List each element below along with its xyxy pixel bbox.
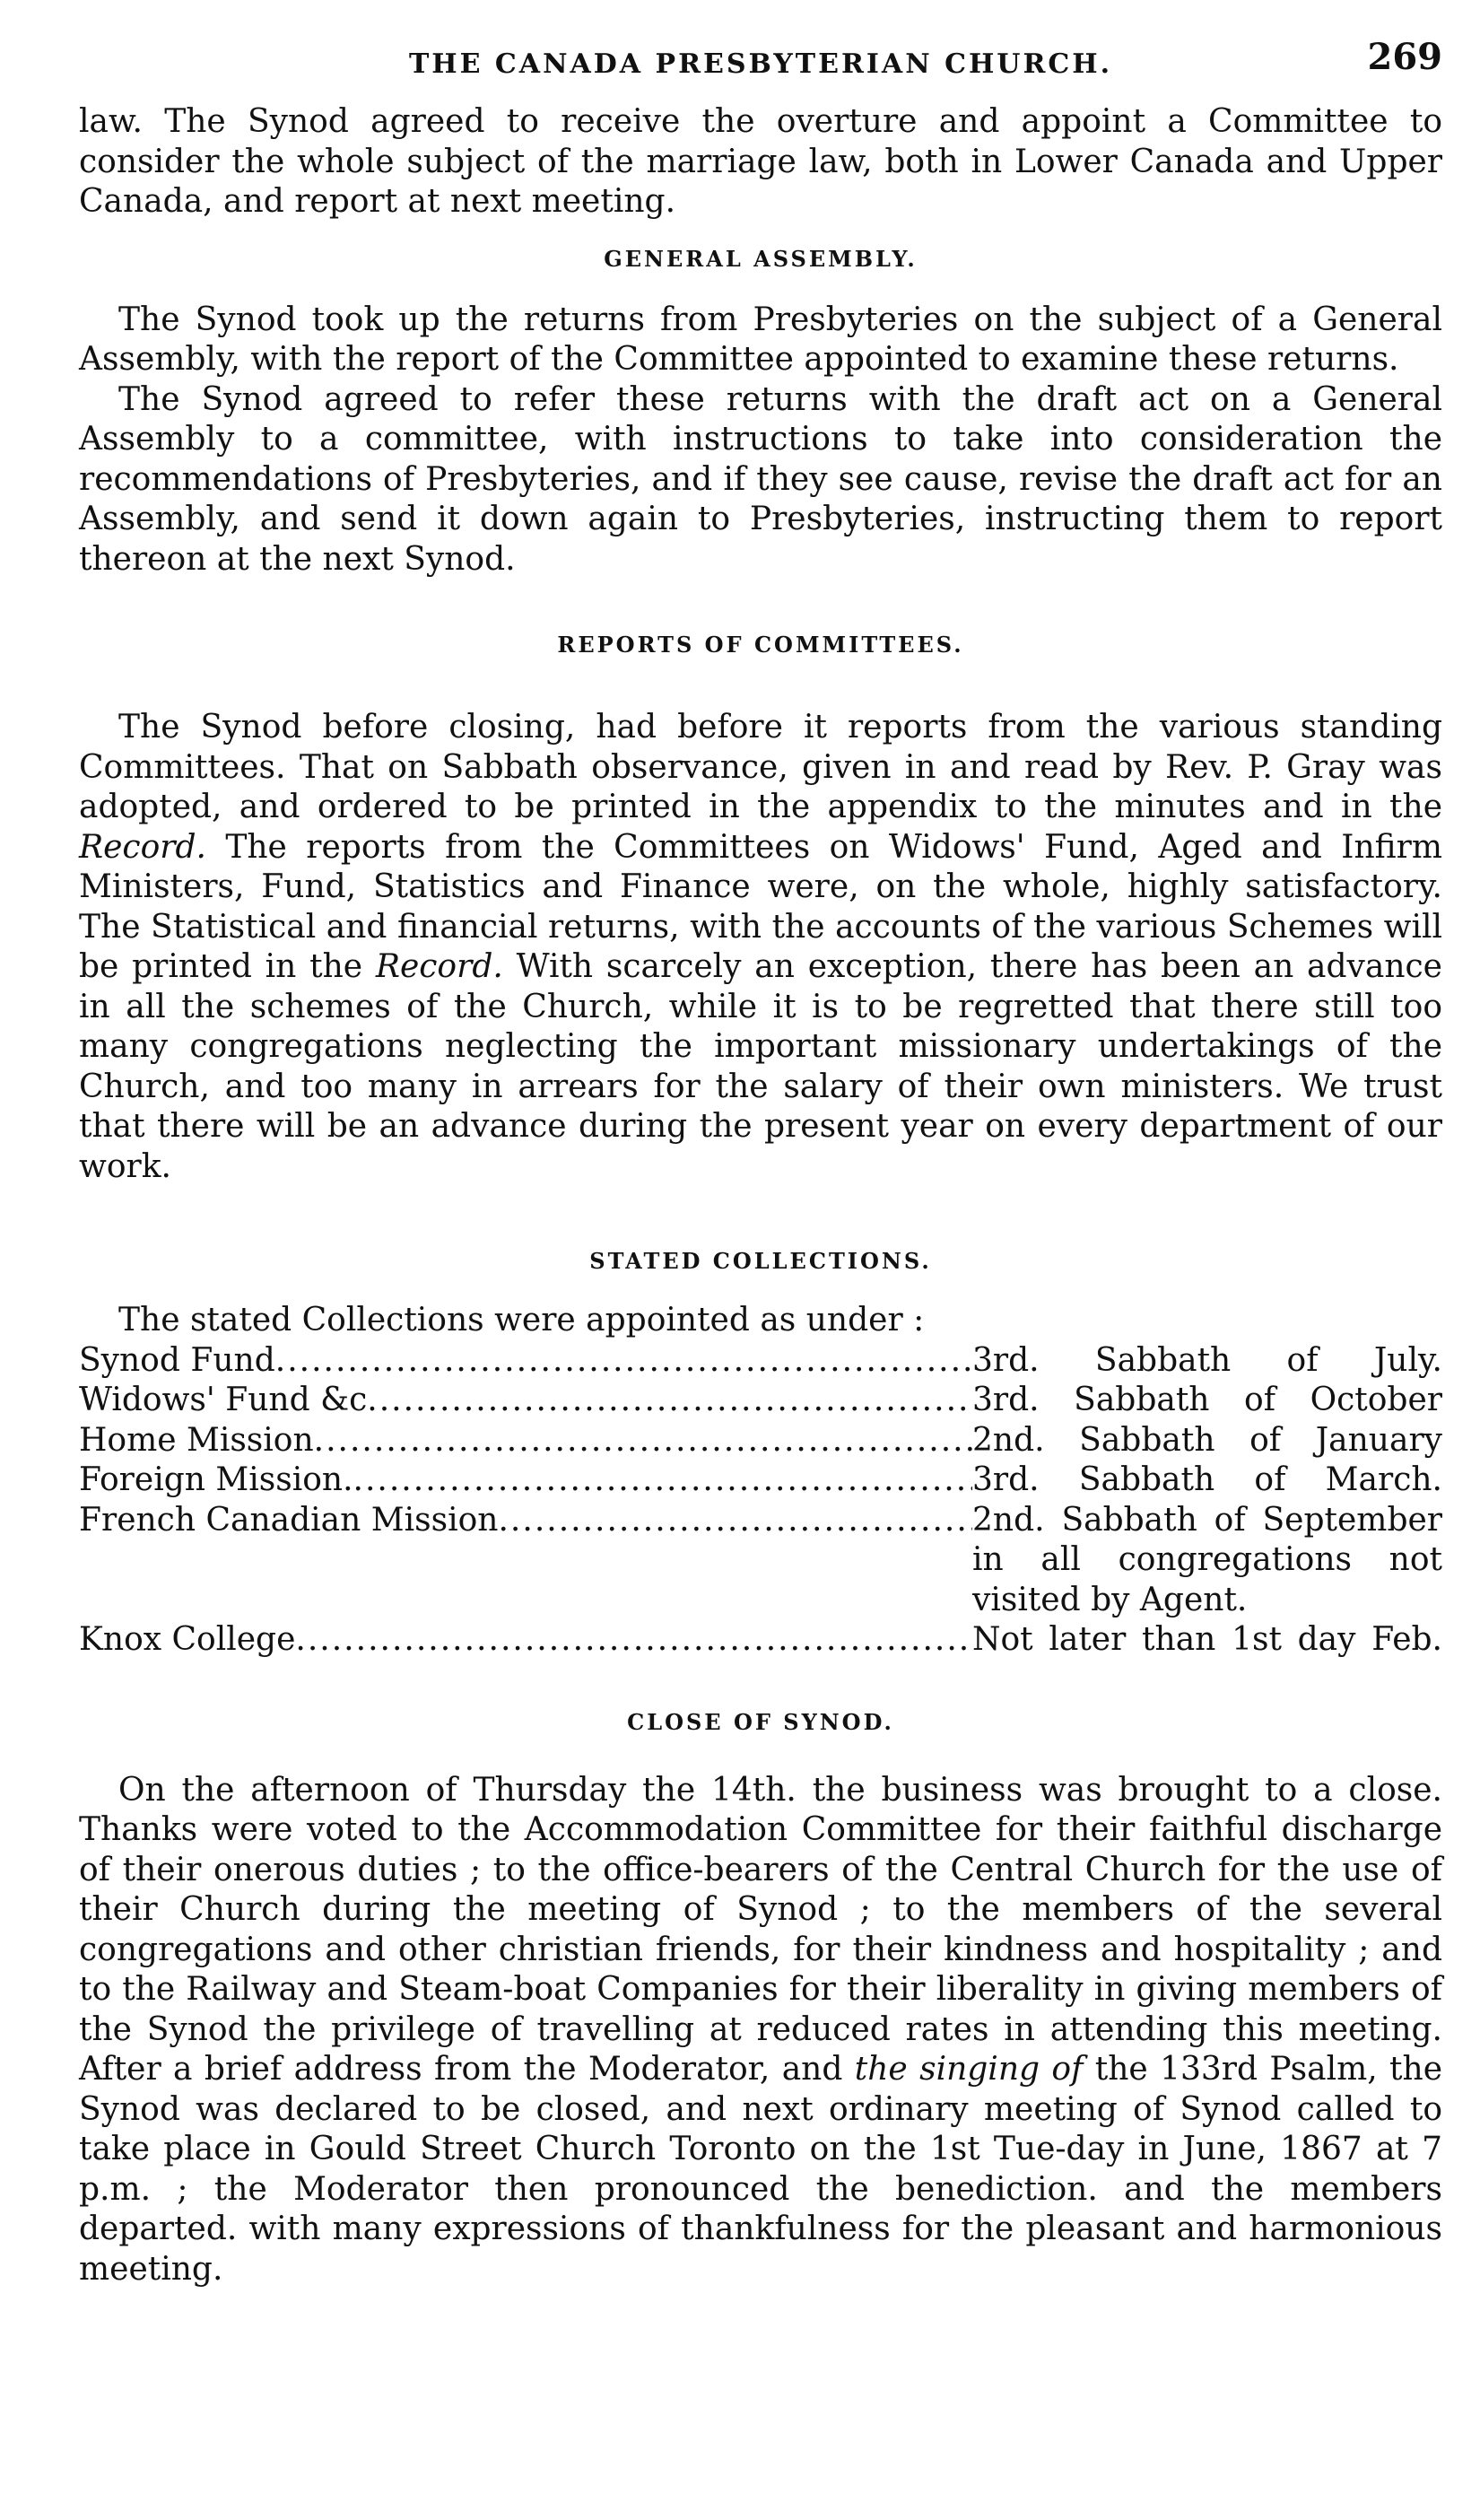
- collection-row: [79, 1501, 1442, 1621]
- collection-row: [79, 1461, 1442, 1501]
- collection-date: 3rd. Sabbath of October: [972, 1382, 1442, 1418]
- dot-leader: [295, 1620, 972, 1661]
- collection-date-line: 2nd. Sabbath of September: [972, 1501, 1442, 1539]
- reports-of-committees-heading: REPORTS OF COMMITTEES.: [557, 632, 964, 658]
- record-title: Record.: [375, 948, 503, 985]
- collection-date: 3rd. Sabbath of July.: [972, 1341, 1442, 1379]
- document-page: [79, 36, 1442, 2289]
- collection-name: [79, 1381, 972, 1421]
- close-text-segment: On the afternoon of Thursday the 14th. the business was brought to a close. Thanks were voted to the Accommodation Committee for their faithful discharge of their onerous duties ; to the office-bearers of the Central Church for the use of their Church during the meeting of Synod ; to the members of the several congregations and other christian friends, for their kindness and hospitality ; and to the Railway and Steam-boat Companies for their liberality in giving members of the Synod the privilege of travelling at reduced rates in attending this meeting. After a brief address from the Moderator, and: [79, 1771, 1442, 2088]
- running-title: THE CANADA PRESBYTERIAN CHURCH.: [408, 48, 1113, 80]
- collection-name: [79, 1421, 972, 1461]
- close-text-segment: the 133rd Psalm, the Synod was declared to be closed, and next ordinary meeting of Synod called to take place in Gould Street Church Toronto on the 1st Tue-day in June, 1867 at 7 p.m. ; the Moderator then pronounced the benediction. and the members departed. with many expressions of thankfulness for the pleasant and harmonious meeting.: [79, 2051, 1443, 2288]
- collection-row: [79, 1381, 1442, 1421]
- collection-label: French Canadian Mission: [79, 1501, 499, 1539]
- collection-label: Widows' Fund &c: [79, 1382, 368, 1418]
- collection-label: Knox College: [79, 1621, 296, 1658]
- reports-of-committees-paragraph: [79, 708, 1442, 1187]
- reports-text-segment: The reports from the Committees on Widows' Fund, Aged and Infirm Ministers, Fund, Statistics and Finance were, on the whole, highly satisfactory. The Statistical and financial returns, with the accounts of the various Schemes will be printed in the: [79, 828, 1442, 985]
- collection-date-line: in all congregations not: [972, 1541, 1442, 1578]
- close-of-synod-heading: CLOSE OF SYNOD.: [627, 1708, 894, 1735]
- collection-date-line: visited by Agent.: [972, 1581, 1248, 1618]
- collection-row: [79, 1341, 1442, 1382]
- close-italic-phrase: the singing of: [854, 2051, 1084, 2088]
- collection-date: 2nd. Sabbath of January: [972, 1421, 1442, 1459]
- collection-date: 3rd. Sabbath of March.: [972, 1461, 1442, 1498]
- dot-leader: [498, 1501, 972, 1541]
- collection-name: [79, 1501, 972, 1621]
- stated-collections-intro: The stated Collections were appointed as under :: [118, 1302, 925, 1338]
- collection-date: [972, 1501, 1442, 1621]
- collections-table: [79, 1341, 1442, 1661]
- general-assembly-paragraph-1: The Synod took up the returns from Presbyteries on the subject of a General Assembly, with the report of the Committee appointed to examine these returns.: [79, 301, 1442, 378]
- collection-date: Not later than 1st day Feb.: [972, 1621, 1442, 1658]
- collection-name: [79, 1461, 972, 1501]
- reports-text-segment: With scarcely an exception, there has been an advance in all the schemes of the Church, while it is to be regretted that there still too many congregations neglecting the important missionary undertakings of the Church, and too many in arrears for the salary of their own ministers. We trust that there will be an advance during the present year on every department of our work.: [79, 948, 1442, 1185]
- collection-name: [79, 1620, 972, 1661]
- record-title: Record.: [79, 828, 206, 866]
- collection-row: [79, 1421, 1442, 1461]
- general-assembly-paragraph-2: The Synod agreed to refer these returns with the draft act on a General Assembly to a committee, with instructions to take into consideration the recommendations of Presbyteries, and if they see cause, revise the draft act for an Assembly, and send it down again to Presbyteries, instructing them to report thereon at the next Synod.: [79, 380, 1442, 578]
- collection-name: [79, 1341, 972, 1382]
- collection-label: Foreign Mission.: [79, 1461, 353, 1498]
- reports-text-segment: The Synod before closing, had before it reports from the various standing Committees. That on Sabbath observance, given in and read by Rev. P. Gray was adopted, and ordered to be printed in the appendix to the minutes and in the: [79, 709, 1442, 825]
- intro-paragraph: law. The Synod agreed to receive the overture and appoint a Committee to consider the whole subject of the marriage law, both in Lower Canada and Upper Canada, and report at next meeting.: [79, 103, 1442, 220]
- collection-row: [79, 1620, 1442, 1661]
- dot-leader: [275, 1341, 972, 1382]
- stated-collections-heading: STATED COLLECTIONS.: [589, 1248, 932, 1274]
- running-head: [79, 36, 1442, 90]
- dot-leader: [367, 1381, 972, 1421]
- dot-leader: [353, 1461, 972, 1501]
- close-of-synod-paragraph: [79, 1771, 1442, 2290]
- collection-label: Synod Fund: [79, 1341, 275, 1379]
- collection-label: Home Mission: [79, 1421, 314, 1459]
- dot-leader: [314, 1421, 972, 1461]
- general-assembly-heading: GENERAL ASSEMBLY.: [604, 245, 918, 272]
- page-number: 269: [1367, 36, 1442, 78]
